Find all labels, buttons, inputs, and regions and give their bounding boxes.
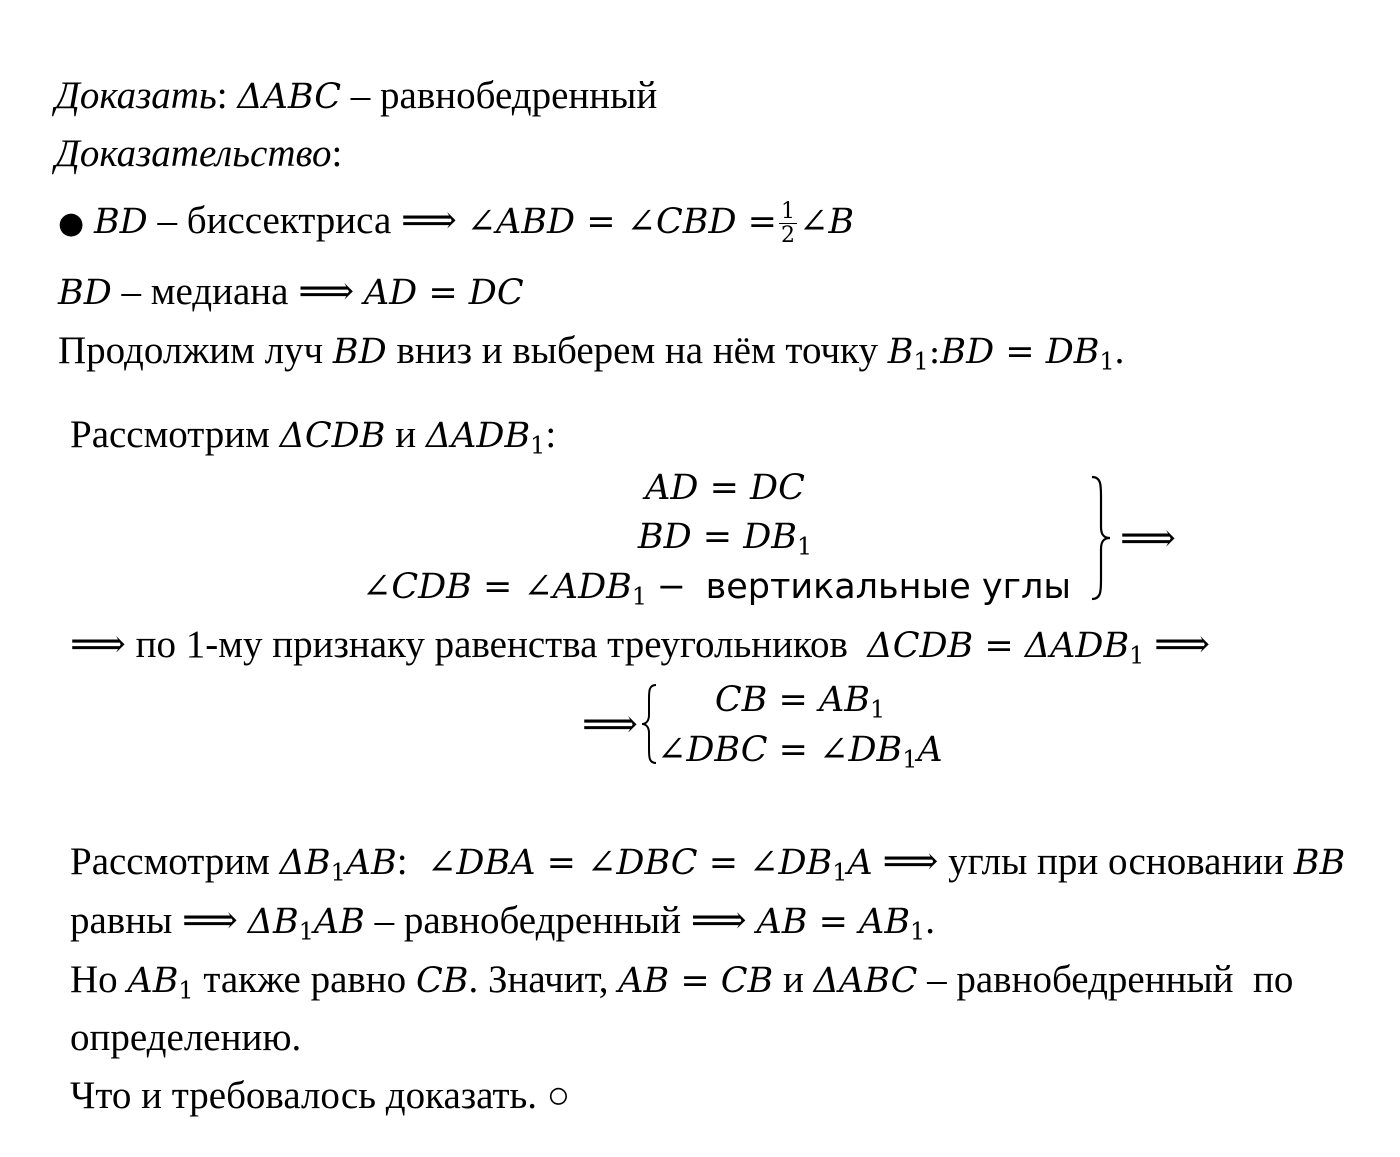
system1-implies-arrow: ⟹ [1120, 517, 1176, 560]
proof-label: Доказательство [55, 132, 332, 175]
period: . [925, 899, 935, 942]
prove-text: равнобедренный [380, 74, 658, 117]
prove-statement [55, 76, 657, 115]
conclusion-line [70, 958, 1294, 1005]
therefore-text: . Значит, [468, 958, 609, 1001]
extend-ray-line [58, 329, 1125, 376]
angle-b: ∠B [799, 201, 855, 242]
segment-cb: CB [415, 961, 469, 1001]
triangle-cdb: ΔCDB [279, 416, 386, 456]
and-text: и [783, 958, 804, 1001]
segment-bb-cut: BB [1293, 843, 1346, 883]
angle-equality: ∠ABD = ∠CBD = [466, 201, 777, 242]
fraction-denominator: 2 [781, 223, 795, 249]
criterion-line [70, 623, 1210, 670]
median-line [58, 272, 524, 311]
system2-row-1: CB = $AB_1$ [714, 680, 886, 724]
ab-equals-cb: AB = CB [618, 961, 774, 1001]
triangles-congruent-expr: $\Delta CDB = \Delta ADB_1$ [867, 626, 1145, 670]
fraction-numerator: 1 [781, 199, 795, 224]
extend-text-2: вниз и выберем на нём точку [396, 329, 878, 372]
right-brace [1088, 475, 1114, 601]
ab-equals-ab1: AB = $AB_1$ [756, 902, 926, 946]
angles-equality-expr: ∠DBA = ∠DBC = $\angle DB_1A$ [427, 843, 873, 887]
prove-dash: – [350, 74, 371, 117]
colon: : [928, 332, 941, 372]
consider-text: Рассмотрим [70, 840, 270, 883]
isosceles-b1ab-line [70, 899, 935, 946]
bisector-text: – биссектриса ⟹ [157, 198, 457, 242]
triangle-abc: ΔABC [813, 961, 918, 1001]
vertical-angles-expr: ∠CDB = $\angle ADB_1$ [362, 567, 647, 611]
extend-text-1: Продолжим луч [58, 329, 324, 372]
vertical-angles-text: вертикальные углы [705, 567, 1071, 607]
triangle-adb1: $\Delta ADB_1$ [425, 416, 546, 460]
system2-row-2: ∠DBC = $\angle DB_1A$ [657, 730, 943, 774]
segment-bd: BD [93, 201, 148, 242]
isosceles-text: – равнобедренный ⟹ [374, 899, 747, 942]
system1-row-3 [362, 566, 1071, 611]
system1-row-1: AD = DC [645, 468, 805, 508]
also-equal-text: также равно [203, 958, 407, 1001]
equal-text: равны ⟹ [70, 899, 238, 942]
triangle-b1ab: $\Delta B_1AB$ [279, 843, 397, 887]
prove-triangle: ΔABC [237, 77, 342, 117]
median-expr: AD = DC [363, 273, 524, 313]
consider-triangles-line [70, 413, 557, 460]
triangle-b1ab: $\Delta B_1AB$ [247, 902, 365, 946]
prove-label: Доказать [55, 74, 217, 117]
bullet: ● [58, 205, 85, 241]
proof-heading [55, 134, 342, 173]
system2-implies-arrow: ⟹ [582, 703, 638, 746]
segment-bd: BD [332, 332, 387, 372]
definition-line: определению. [70, 1016, 302, 1059]
colon: : [545, 413, 557, 456]
and-text: и [395, 413, 417, 456]
colon: : [396, 840, 408, 883]
extend-expr: BD = $DB_1$ [940, 332, 1115, 376]
segment-ab1: $AB_1$ [127, 961, 194, 1005]
proof-colon: : [331, 132, 343, 175]
segment-bd: BD [58, 273, 112, 313]
isosceles-by-text: – равнобедренный по [927, 958, 1294, 1001]
base-angles-text: ⟹ углы при основании [882, 840, 1285, 883]
qed-line: Что и требовалось доказать. ○ [70, 1074, 571, 1117]
bisector-line [58, 200, 854, 247]
prove-colon: : [216, 74, 228, 117]
median-text: – медиана ⟹ [121, 270, 355, 313]
fraction-one-half [779, 200, 797, 247]
consider-text: Рассмотрим [70, 413, 270, 456]
consider-b1ab-line [70, 840, 1346, 887]
but-text: Но [70, 958, 118, 1001]
implies-arrow-2: ⟹ [1154, 623, 1210, 666]
point-b1: $B_1$ [887, 332, 929, 376]
system1-row-2: BD = $DB_1$ [637, 517, 813, 561]
period: . [1114, 329, 1125, 372]
criterion-text: по 1-му признаку равенства треугольников [135, 623, 848, 666]
minus-dash: − [656, 567, 687, 607]
implies-arrow: ⟹ [70, 623, 126, 666]
